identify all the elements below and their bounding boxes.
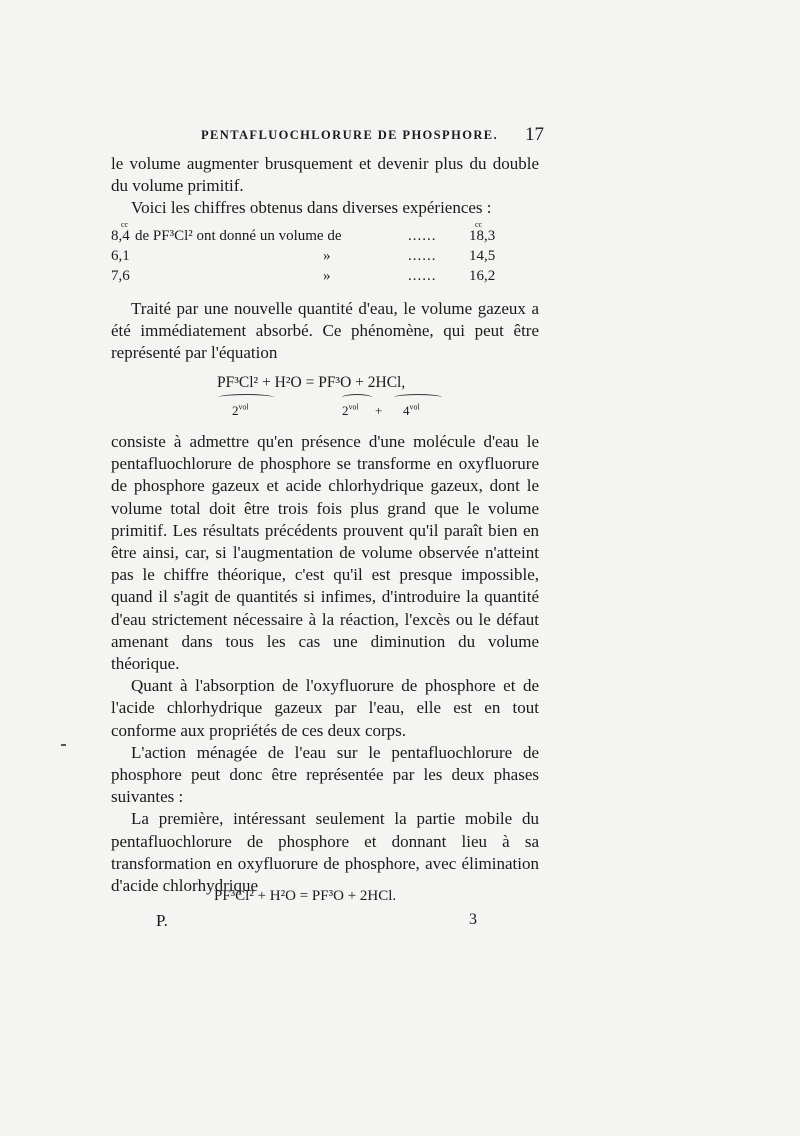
final-volume: 18,3 bbox=[469, 228, 496, 244]
initial-volume: 6,1 bbox=[111, 248, 130, 264]
paragraph-phases: L'action ménagée de l'eau sur le pentafluochlorure de phosphore peut donc être représentée par les deux phases suivantes : bbox=[111, 742, 539, 807]
signature-letter: P. bbox=[156, 911, 168, 930]
header-title: PENTAFLUOCHLORURE DE PHOSPHORE. bbox=[201, 128, 499, 142]
paragraph-explanation: consiste à admettre qu'en présence d'une molécule d'eau le pentafluochlorure de phosphore se transforme en oxyfluorure de phosphore gazeux et acide chlorhydrique gazeux, dont le volume total doit être trois fois plus grand que le volume primitif. Les résultats précédents prouvent qu'il paraît bien en être ainsi, car, si l'augmentation de volume observée n'atteint pas le chiffre théorique, c'est qu'il est presque impossible, quand il s'agit de quantités si infimes, d'introduire la quantité d'eau strictement nécessaire à la réaction, l'excès ou le défaut amenant dans tous les cas une diminution du volume théorique. bbox=[111, 432, 539, 674]
initial-volume: 8,4 bbox=[111, 228, 130, 244]
main-text bbox=[111, 431, 539, 897]
running-header bbox=[0, 124, 800, 150]
underbrace-left bbox=[218, 394, 274, 401]
volume-right: $4^{vol}$ bbox=[403, 402, 420, 418]
signature-number: 3 bbox=[469, 911, 477, 928]
table-row bbox=[111, 248, 541, 268]
results-table bbox=[111, 220, 541, 288]
row-text: de PF³Cl² ont donné un volume de bbox=[135, 228, 342, 244]
volume-mid: $2^{vol}$ bbox=[342, 402, 359, 418]
ditto-mark: » bbox=[323, 268, 331, 284]
underbrace-right bbox=[394, 394, 442, 401]
volume-plus: + bbox=[375, 403, 383, 418]
ditto-mark: » bbox=[323, 248, 331, 264]
table-row bbox=[111, 220, 541, 248]
equation-hydrolysis: PF³Cl² + H²O = PF³O + 2HCl, bbox=[217, 374, 406, 391]
paragraph-figures-intro: Voici les chiffres obtenus dans diverses expériences : bbox=[131, 198, 492, 218]
final-volume: 14,5 bbox=[469, 248, 496, 264]
unit-label: cc bbox=[121, 220, 129, 229]
unit-label: cc bbox=[475, 220, 483, 229]
final-volume: 16,2 bbox=[469, 268, 496, 284]
margin-mark bbox=[61, 744, 66, 746]
intro-text bbox=[111, 153, 539, 220]
leader-dots: ...... bbox=[408, 268, 437, 284]
paragraph-absorption: Quant à l'absorption de l'oxyfluorure de phosphore et de l'acide chlorhydrique gazeux par l'eau, elle est en tout conforme aux propriétés de ces deux corps. bbox=[111, 676, 539, 740]
paragraph-continuation: le volume augmenter brusquement et devenir plus du double du volume primitif. bbox=[111, 154, 539, 196]
table-row bbox=[111, 268, 541, 288]
leader-dots: ...... bbox=[408, 228, 437, 244]
paragraph-treatment: Traité par une nouvelle quantité d'eau, le volume gazeux a été immédiatement absorbé. Ce phénomène, qui peut être représenté par l'équation bbox=[111, 299, 539, 363]
underbrace-mid bbox=[342, 394, 372, 401]
volume-left: $2^{vol}$ bbox=[232, 402, 249, 418]
paragraph-first-phase: La première, intéressant seulement la partie mobile du pentafluochlorure de phosphore et donnant lieu à sa transformation en oxyfluorure de phosphore, avec élimination d'acide chlorhydrique bbox=[111, 809, 539, 896]
equation-first-phase: PF³Cl² + H²O = PF³O + 2HCl. bbox=[214, 888, 397, 904]
page-number: 17 bbox=[525, 124, 544, 145]
leader-dots: ...... bbox=[408, 248, 437, 264]
initial-volume: 7,6 bbox=[111, 268, 130, 284]
middle-text bbox=[111, 298, 539, 365]
